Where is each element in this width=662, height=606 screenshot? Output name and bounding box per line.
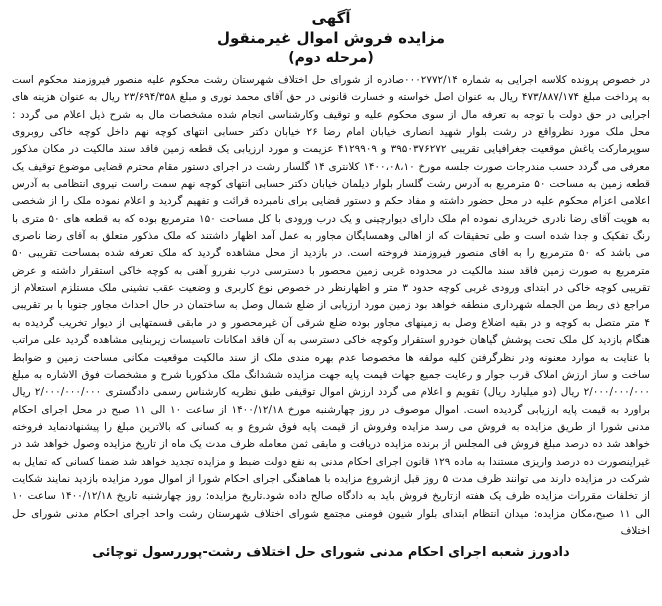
notice-body: در خصوص پرونده کلاسه اجرایی به شماره ۰۰۰۲۷۷۲/۱۴صادره از شورای حل اختلاف شهرستان رشت محکوم علیه منصور فیروزمند محکوم است به پرداخت مبلغ ۴۷۳/۸۸۷/۱۷۴ ریال به عنوان اصل خواسته و خسارت قانونی در حق آقای محمد نوری و مبلغ ۲۳/۶۹۴/۳۵۸ ریال به عنوان هزینه های اجرایی در حق دولت با توجه به تعرفه مال از سوی محکوم علیه و توقیف وکارشناسی انجام شده مشخصات مال به شرح ذیل اعلام می گردد : محل ملک مورد نظرواقع در رشت بلوار شهید انصاری خیابان امام رضا ۲۶ خیابان دکتر حسابی انتهای کوچه نهم داخل کوچه خاکی روبروی سوپرمارکت یاغش موقعیت جغرافیایی تقریبی ۳۹۵۰۳۷۶۲۷۲ و ۴۱۲۹۹۰۹ عزیمت و مورد ارزیابی یک قطعه زمین فاقد سند مالکیت در مکان مذکور معرفی می گردد حسب مندرجات صورت جلسه مورخ ۱۴۰۰،۰۸،۱۰ کلانتری ۱۴ گلسار رشت در اجرای دستور مقام محترم قضایی موضوع توقیف یک قطعه زمین به مساحت ۵۰ مترمربع به آدرس رشت گلسار بلوار دیلمان خیابان دکتر حسابی انتهای کوچه نهم سمت راست نیروی انتظامی به آدرس اعلامی اعزام محکوم علیه در محل حضور داشته و مفاد حکم و دستور قضایی برای نامبرده قرائت و تفهیم گردید و اعلام نموده ملک را از شخصی به هویت آقای رضا نادری خریداری نموده ام ملک دارای دیوارچینی و یک درب ورودی با کل مساحت ۱۵۰ مترمربع بوده که به قطعه های ۵۰ متری با رنگ تفکیک و جدا شده است و طی تحقیقات که از اهالی وهمسایگان مجاور به عمل آمد اظهار داشتند که ملک مذکور متعلق به آقای رضا ناصری می باشد که ۵۰ مترمربع را به اقای منصور فیروزمند فروخته است. در بازدید از محل مشاهده گردید که ملک تعرفه شده بمساحت تقریبی ۵۰ مترمربع به صورت زمین فاقد سند مالکیت در محدوده غربی زمین محصور با دسترسی درب نفررو آهنی به کوچه خاکی استقرار داشته و عرض تقریبی کوچه خاکی در ابتدای ورودی غربی کوچه حدود ۳ متر و اظهارنظر در خصوص نوع کاربری و وضعیت عقب نشینی ملک مستلزم استعلام از مراجع ذی ربط من الجمله شهرداری منطقه خواهد بود زمین مورد ارزیابی از ضلع شمال وصل به ساختمان در حال احداث مجاور جنوبا با بر تقریبی ۴ متر متصل به کوچه و در بقیه اضلاع وصل به زمینهای مجاور بوده ضلع شرقی آن غیرمحصور و در مابقی قسمتهایی از دیوار تخریب گردیده به هنگام بازدید کل ملک تحت پوشش گیاهان خودرو استقرار وکوچه خاکی دسترسی به آن فاقد امکانات تاسیسات زیربنایی مشاهده گردید علی مراتب با عنایت به موارد معنونه ودر نظرگرفتن کلیه مولفه ها مخصوصا عدم بهره مندی ملک از سند مالکیت موقعیت مکانی مساحت زمین و ضوابط ساخت و ساز ارزش املاک قرب جوار و رعایت جمیع جهات قیمت پایه جهت مزایده ششدانگ ملک مذکوربا شرح و مشخصات فوق الاشاره به مبلغ ۲/۰۰۰/۰۰۰/۰۰۰ ریال (دو میلیارد ریال) تقویم و اعلام می گردد ارزش اموال توقیفی طبق نظریه کارشناس رسمی دادگستری ۲/۰۰۰/۰۰۰/۰۰۰ ریال براورد به قیمت پایه ارزیابی گردیده است. اموال موصوف در روز چهارشنبه مورخ ۱۴۰۰/۱۲/۱۸ از ساعت ۱۰ الی ۱۱ صبح در محل اجرای احکام مدنی شورا از طریق مزایده به فروش می رسد مزایده وفروش از قیمت پایه فوق شروع و به کسانی که بالاترین مبلغ را پیشنهادنماید فروخته خواهد شد ده درصد مبلغ فروش فی المجلس از برنده مزایده دریافت و مابقی ثمن معامله ظرف مدت یک ماه از تاریخ مزایده وصول خواهد شد در غیراینصورت ده درصد واریزی مستندا به ماده ۱۲۹ قانون اجرای احکام مدنی به نفع دولت ضبط و مزایده تجدید خواهد شد ضمنا کسانی که تمایل به شرکت در مزایده دارند می توانند ظرف مدت ۵ روز قبل ازشروع مزایده با هماهنگی اجرای احکام شورا از اموال مورد مزایده بازدید نمایند شکایت از تخلفات مقررات مزایده ظرف یک هفته ازتاریخ فروش باید به دادگاه صالح داده شود.تاریخ مزایده: روز چهارشنبه تاریخ ۱۴۰۰/۱۲/۱۸ ساعت ۱۰ الی ۱۱ صبح،مکان مزایده: میدان انتظام ابتدای بلوار شیون فومنی مجتمع شورای اختلاف شهرستان رشت واحد اجرای احکام مدنی شورای حل اختلاف [11, 74, 651, 537]
notice-label: آگهی [311, 9, 351, 27]
notice-title: مزایده فروش اموال غیرمنقول [216, 29, 446, 47]
notice-signature: دادورز شعبه اجرای احکام مدنی شورای حل اختلاف رشت-پوررسول توچائی [92, 545, 570, 561]
notice-stage: (مرحله دوم) [288, 50, 374, 66]
